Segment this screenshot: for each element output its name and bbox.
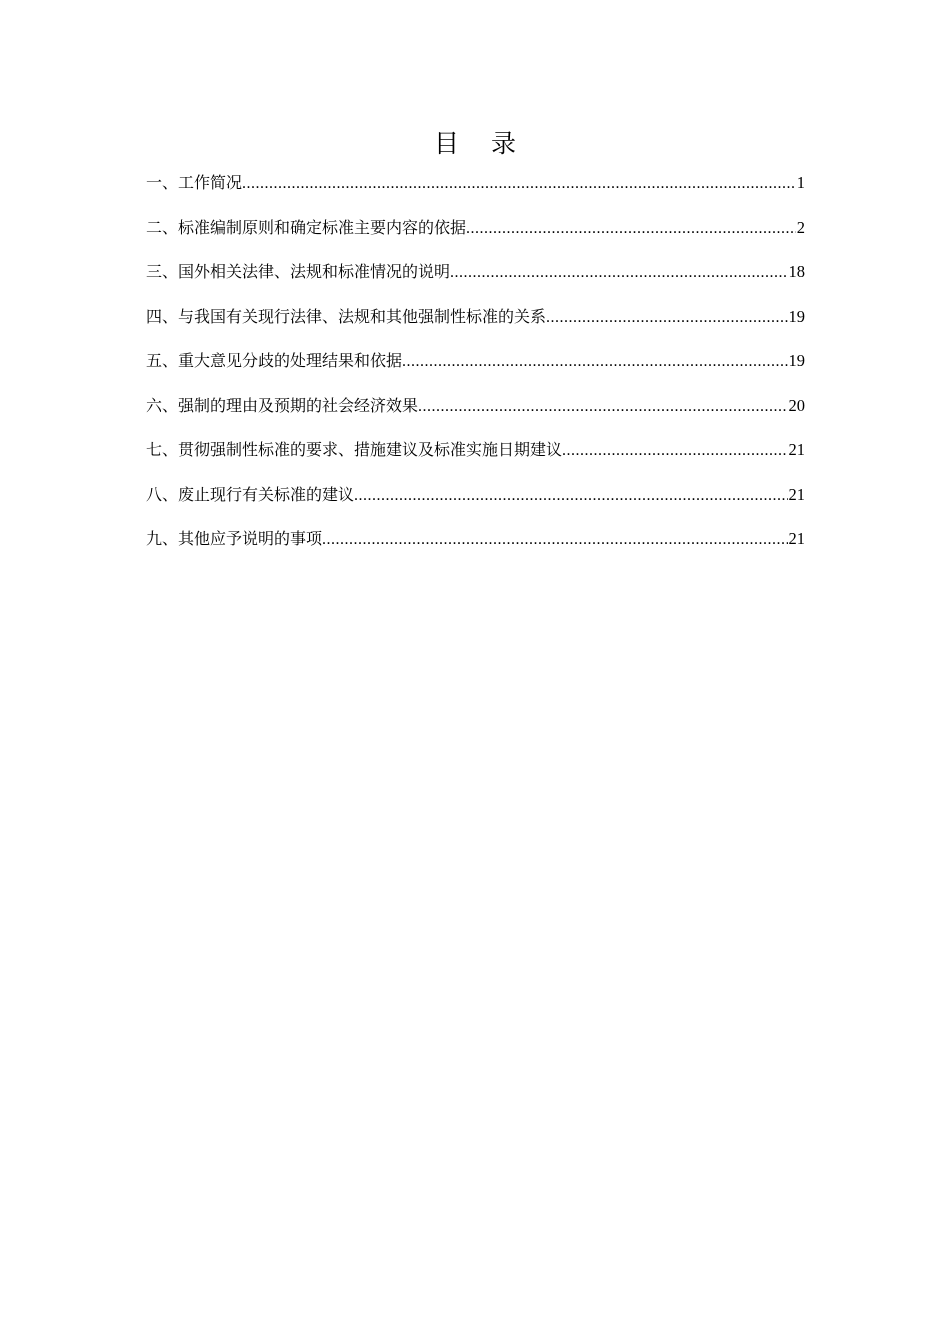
- toc-entry-8[interactable]: [146, 482, 805, 527]
- toc-leader-dots: [402, 349, 787, 375]
- toc-page-number: 21: [788, 440, 805, 459]
- toc-page-number: 19: [788, 351, 805, 370]
- toc-title: 目 录: [434, 129, 528, 158]
- toc-entry-label: 三、国外相关法律、法规和标准情况的说明: [146, 262, 451, 281]
- toc-entry-2[interactable]: [146, 215, 805, 260]
- toc-entry-label: 九、其他应予说明的事项: [146, 529, 323, 548]
- toc-entry-4[interactable]: [146, 304, 805, 349]
- toc-page-number: 19: [788, 306, 805, 326]
- toc-page-number: 21: [788, 529, 805, 548]
- toc-entry-label: 八、废止现行有关标准的建议: [146, 484, 355, 504]
- toc-leader-dots: [418, 394, 787, 420]
- toc-leader-dots: [322, 527, 787, 553]
- toc-leader-dots: [546, 305, 787, 331]
- toc-leader-dots: [354, 483, 787, 509]
- toc-entry-9[interactable]: [146, 526, 805, 571]
- toc-entry-7[interactable]: [146, 437, 805, 482]
- toc-leader-dots: [466, 216, 796, 242]
- toc-entry-3[interactable]: [146, 259, 805, 304]
- toc-entry-6[interactable]: [146, 393, 805, 438]
- toc-leader-dots: [562, 438, 787, 464]
- toc-page-number: 2: [796, 217, 805, 237]
- toc-entry-label: 四、与我国有关现行法律、法规和其他强制性标准的关系: [146, 306, 547, 326]
- toc-entry-label: 六、强制的理由及预期的社会经济效果: [146, 395, 419, 415]
- toc-leader-dots: [242, 171, 796, 197]
- toc-page-number: 20: [788, 395, 805, 415]
- toc-entry-label: 一、工作简况: [146, 173, 243, 192]
- toc-page-number: 1: [796, 173, 805, 192]
- toc-page-number: 21: [788, 484, 805, 504]
- toc-list: [146, 170, 805, 571]
- toc-leader-dots: [450, 260, 787, 286]
- toc-page-number: 18: [788, 262, 805, 281]
- toc-entry-label: 二、标准编制原则和确定标准主要内容的依据: [146, 217, 467, 237]
- toc-entry-1[interactable]: [146, 170, 805, 215]
- toc-entry-label: 五、重大意见分歧的处理结果和依据: [146, 351, 403, 370]
- toc-entry-label: 七、贯彻强制性标准的要求、措施建议及标准实施日期建议: [146, 440, 563, 459]
- toc-entry-5[interactable]: [146, 348, 805, 393]
